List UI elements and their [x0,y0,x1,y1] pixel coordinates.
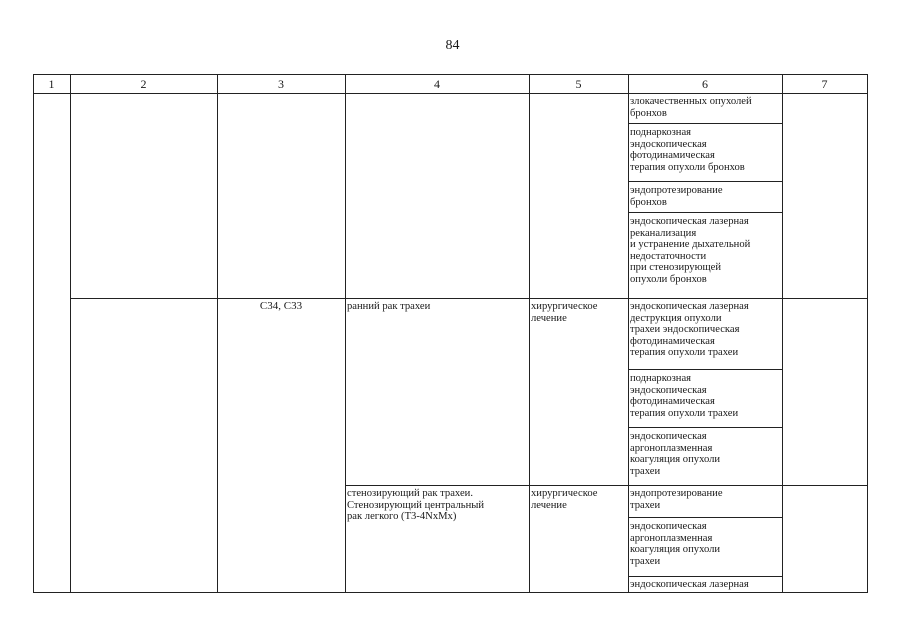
treatment-type-cell: хирургическое лечение [531,301,598,324]
method-cell: эндоскопическая лазерная [630,579,749,590]
col6-separator [628,369,782,370]
header-cell-5: 5 [575,77,582,91]
col-border-2-3 [217,74,218,593]
col-border-6-7 [782,74,783,593]
col-border-left [33,74,34,593]
method-cell: злокачественных опухолей бронхов [630,96,752,119]
diagnosis-cell: стенозирующий рак трахеи. Стенозирующий центральный рак легкого (T3-4NxMx) [347,488,485,523]
col-border-4-5 [529,74,530,593]
subrow-separator [345,485,868,486]
table-bottom-border [33,592,868,593]
header-cell-4: 4 [434,77,440,91]
method-cell: эндоскопическая лазерная деструкция опухоли трахеи эндоскопическая фотодинамическая терапия опухоли трахеи [630,301,749,359]
group-separator [70,298,868,299]
col-border-right [867,74,868,593]
col6-separator [628,181,782,182]
method-cell: поднаркозная эндоскопическая фотодинамическая терапия опухоли бронхов [630,127,745,173]
method-cell: поднаркозная эндоскопическая фотодинамическая терапия опухоли трахеи [630,373,739,419]
header-cell-6: 6 [702,77,708,91]
col6-separator [628,517,782,518]
header-cell-1: 1 [48,77,55,91]
icd-code-cell: C34, C33 [259,301,303,312]
method-cell: эндоскопическая аргоноплазменная коагуляция опухоли трахеи [630,431,721,477]
diagnosis-cell: ранний рак трахеи [347,301,431,312]
method-cell: эндопротезирование трахеи [630,488,723,511]
header-cell-2: 2 [140,77,147,91]
header-bottom-border [33,93,868,94]
col-border-1-2 [70,74,71,593]
col6-separator [628,212,782,213]
col6-separator [628,576,782,577]
treatment-type-cell: хирургическое лечение [531,488,598,511]
header-cell-7: 7 [821,77,828,91]
method-cell: эндоскопическая лазерная реканализация и устранение дыхательной недостаточности при стенозирующей опухоли бронхов [630,216,751,285]
method-cell: эндопротезирование бронхов [630,185,723,208]
col6-separator [628,427,782,428]
header-cell-3: 3 [278,77,284,91]
table-top-border [33,74,868,75]
page-number: 84 [445,38,460,53]
col-border-3-4 [345,74,346,593]
col6-separator [628,123,782,124]
method-cell: эндоскопическая аргоноплазменная коагуляция опухоли трахеи [630,521,721,567]
col-border-5-6 [628,74,629,593]
